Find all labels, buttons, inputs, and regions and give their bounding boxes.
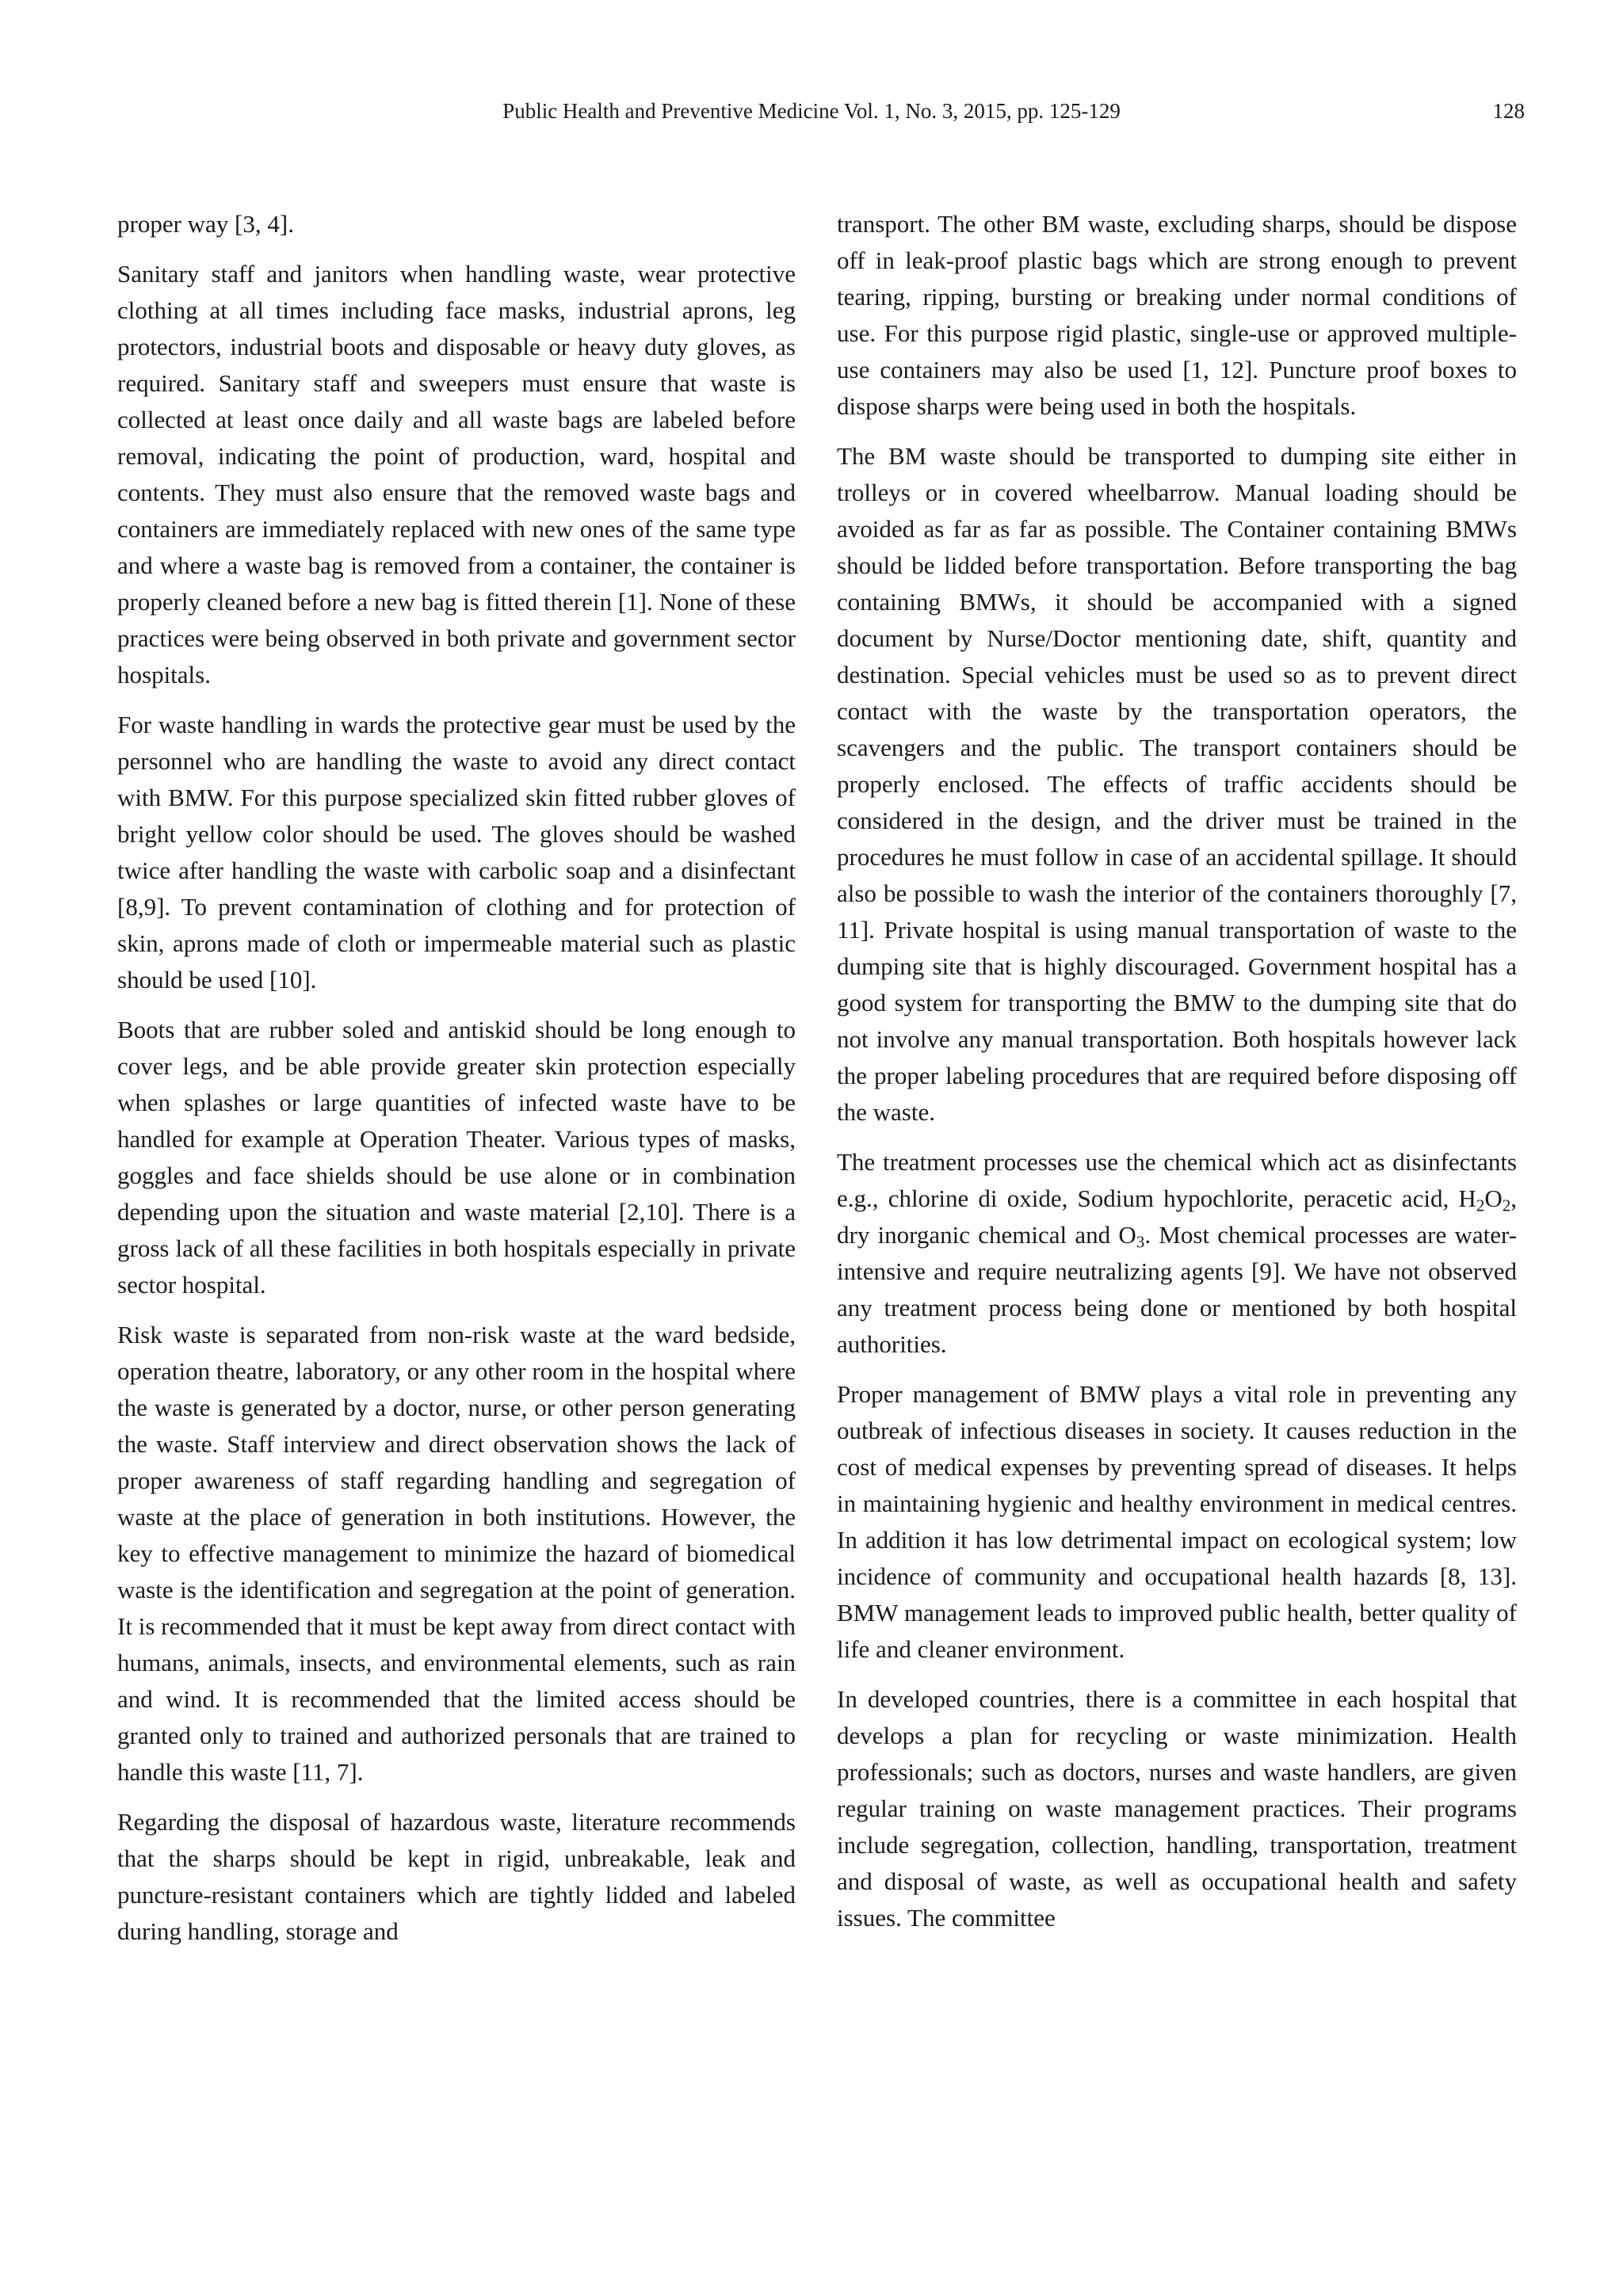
right-column xyxy=(837,206,1517,1950)
formula-subscript: 3 xyxy=(1136,1232,1145,1252)
formula-part: O xyxy=(1118,1221,1136,1249)
paragraph: Regarding the disposal of hazardous waste, literature recommends that the sharps should be kept in rigid, unbreakable, leak and puncture-resistant containers which are tightly lidded and labeled during handling, storage and xyxy=(117,1808,796,1945)
text-run: The treatment processes use the chemical which act as disinfectants e.g., chlorine di oxide, Sodium hypochlorite, peracetic acid, xyxy=(837,1148,1517,1212)
formula-part: H xyxy=(1458,1184,1476,1212)
running-header xyxy=(0,95,1623,127)
paragraph: Proper management of BMW plays a vital role in preventing any outbreak of infectious diseases in society. It causes reduction in the cost of medical expenses by preventing spread of diseases. It helps in maintaining hygienic and healthy environment in medical centres. In addition it has low detrimental impact on ecological system; low incidence of community and occupational health hazards [8, 13]. BMW management leads to improved public health, better quality of life and cleaner environment. xyxy=(837,1380,1517,1663)
formula-part: O xyxy=(1484,1184,1503,1212)
formula-subscript: 2 xyxy=(1502,1196,1511,1215)
text-run: , dry inorganic chemical and xyxy=(837,1184,1517,1249)
paragraph: In developed countries, there is a committee in each hospital that develops a plan for recycling or waste minimization. Health professionals; such as doctors, nurses and waste handlers, are given regular training on waste management practices. Their programs include segregation, collection, handling, transportation, treatment and disposal of waste, as well as occupational health and safety issues. The committee xyxy=(837,1685,1517,1932)
page-number: 128 xyxy=(1492,99,1525,123)
paragraph: proper way [3, 4]. xyxy=(117,210,294,238)
paragraph: Sanitary staff and janitors when handling waste, wear protective clothing at all times including face masks, industrial aprons, leg protectors, industrial boots and disposable or heavy duty gloves, as required. Sanitary staff and sweepers must ensure that waste is collected at least once daily and all waste bags are labeled before removal, indicating the point of production, ward, hospital and contents. They must also ensure that the removed waste bags and containers are immediately replaced with new ones of the same type and where a waste bag is removed from a container, the container is properly cleaned before a new bag is fitted therein [1]. None of these practices were being observed in both private and government sector hospitals. xyxy=(117,260,796,688)
paragraph: transport. The other BM waste, excluding sharps, should be dispose off in leak-proof plastic bags which are strong enough to prevent tearing, ripping, bursting or breaking under normal conditions of use. For this purpose rigid plastic, single-use or approved multiple-use containers may also be used [1, 12]. Puncture proof boxes to dispose sharps were being used in both the hospitals. xyxy=(837,210,1517,420)
formula-h2o2 xyxy=(1458,1184,1511,1215)
paragraph-chemicals xyxy=(837,1144,1517,1363)
journal-citation: Public Health and Preventive Medicine Vol. 1, No. 3, 2015, pp. 125-129 xyxy=(502,99,1121,123)
paragraph: The BM waste should be transported to dumping site either in trolleys or in covered wheelbarrow. Manual loading should be avoided as far as far as possible. The Container containing BMWs should be lidded before transportation. Before transporting the bag containing BMWs, it should be accompanied with a signed document by Nurse/Doctor mentioning date, shift, quantity and destination. Special vehicles must be used so as to prevent direct contact with the waste by the transportation operators, the scavengers and the public. The transport containers should be properly enclosed. The effects of traffic accidents should be considered in the design, and the driver must be trained in the procedures he must follow in case of an accidental spillage. It should also be possible to wash the interior of the containers thoroughly [7, 11]. Private hospital is using manual transportation of waste to the dumping site that is highly discouraged. Government hospital has a good system for transporting the BMW to the dumping site that do not involve any manual transportation. Both hospitals however lack the proper labeling procedures that are required before disposing off the waste. xyxy=(837,442,1517,1126)
paragraph: For waste handling in wards the protective gear must be used by the personnel who are handling the waste to avoid any direct contact with BMW. For this purpose specialized skin fitted rubber gloves of bright yellow color should be used. The gloves should be washed twice after handling the waste with carbolic soap and a disinfectant [8,9]. To prevent contamination of clothing and for protection of skin, aprons made of cloth or impermeable material such as plastic should be used [10]. xyxy=(117,711,796,994)
formula-o3 xyxy=(1118,1221,1145,1252)
formula-subscript: 2 xyxy=(1476,1196,1485,1215)
text-run: . Most chemical processes are water-intensive and require neutralizing agents [9]. We have not observed any treatment process being done or mentioned by both hospital authorities. xyxy=(837,1221,1517,1358)
paragraph: Risk waste is separated from non-risk waste at the ward bedside, operation theatre, laboratory, or any other room in the hospital where the waste is generated by a doctor, nurse, or other person generating the waste. Staff interview and direct observation shows the lack of proper awareness of staff regarding handling and segregation of waste at the place of generation in both institutions. However, the key to effective management to minimize the hazard of biomedical waste is the identification and segregation at the point of generation. It is recommended that it must be kept away from direct contact with humans, animals, insects, and environmental elements, such as rain and wind. It is recommended that the limited access should be granted only to trained and authorized personals that are trained to handle this waste [11, 7]. xyxy=(117,1321,796,1786)
paragraph: Boots that are rubber soled and antiskid should be long enough to cover legs, and be able provide greater skin protection especially when splashes or large quantities of infected waste have to be handled for example at Operation Theater. Various types of masks, goggles and face shields should be use alone or in combination depending upon the situation and waste material [2,10]. There is a gross lack of all these facilities in both hospitals especially in private sector hospital. xyxy=(117,1016,796,1299)
left-column xyxy=(117,206,796,1963)
